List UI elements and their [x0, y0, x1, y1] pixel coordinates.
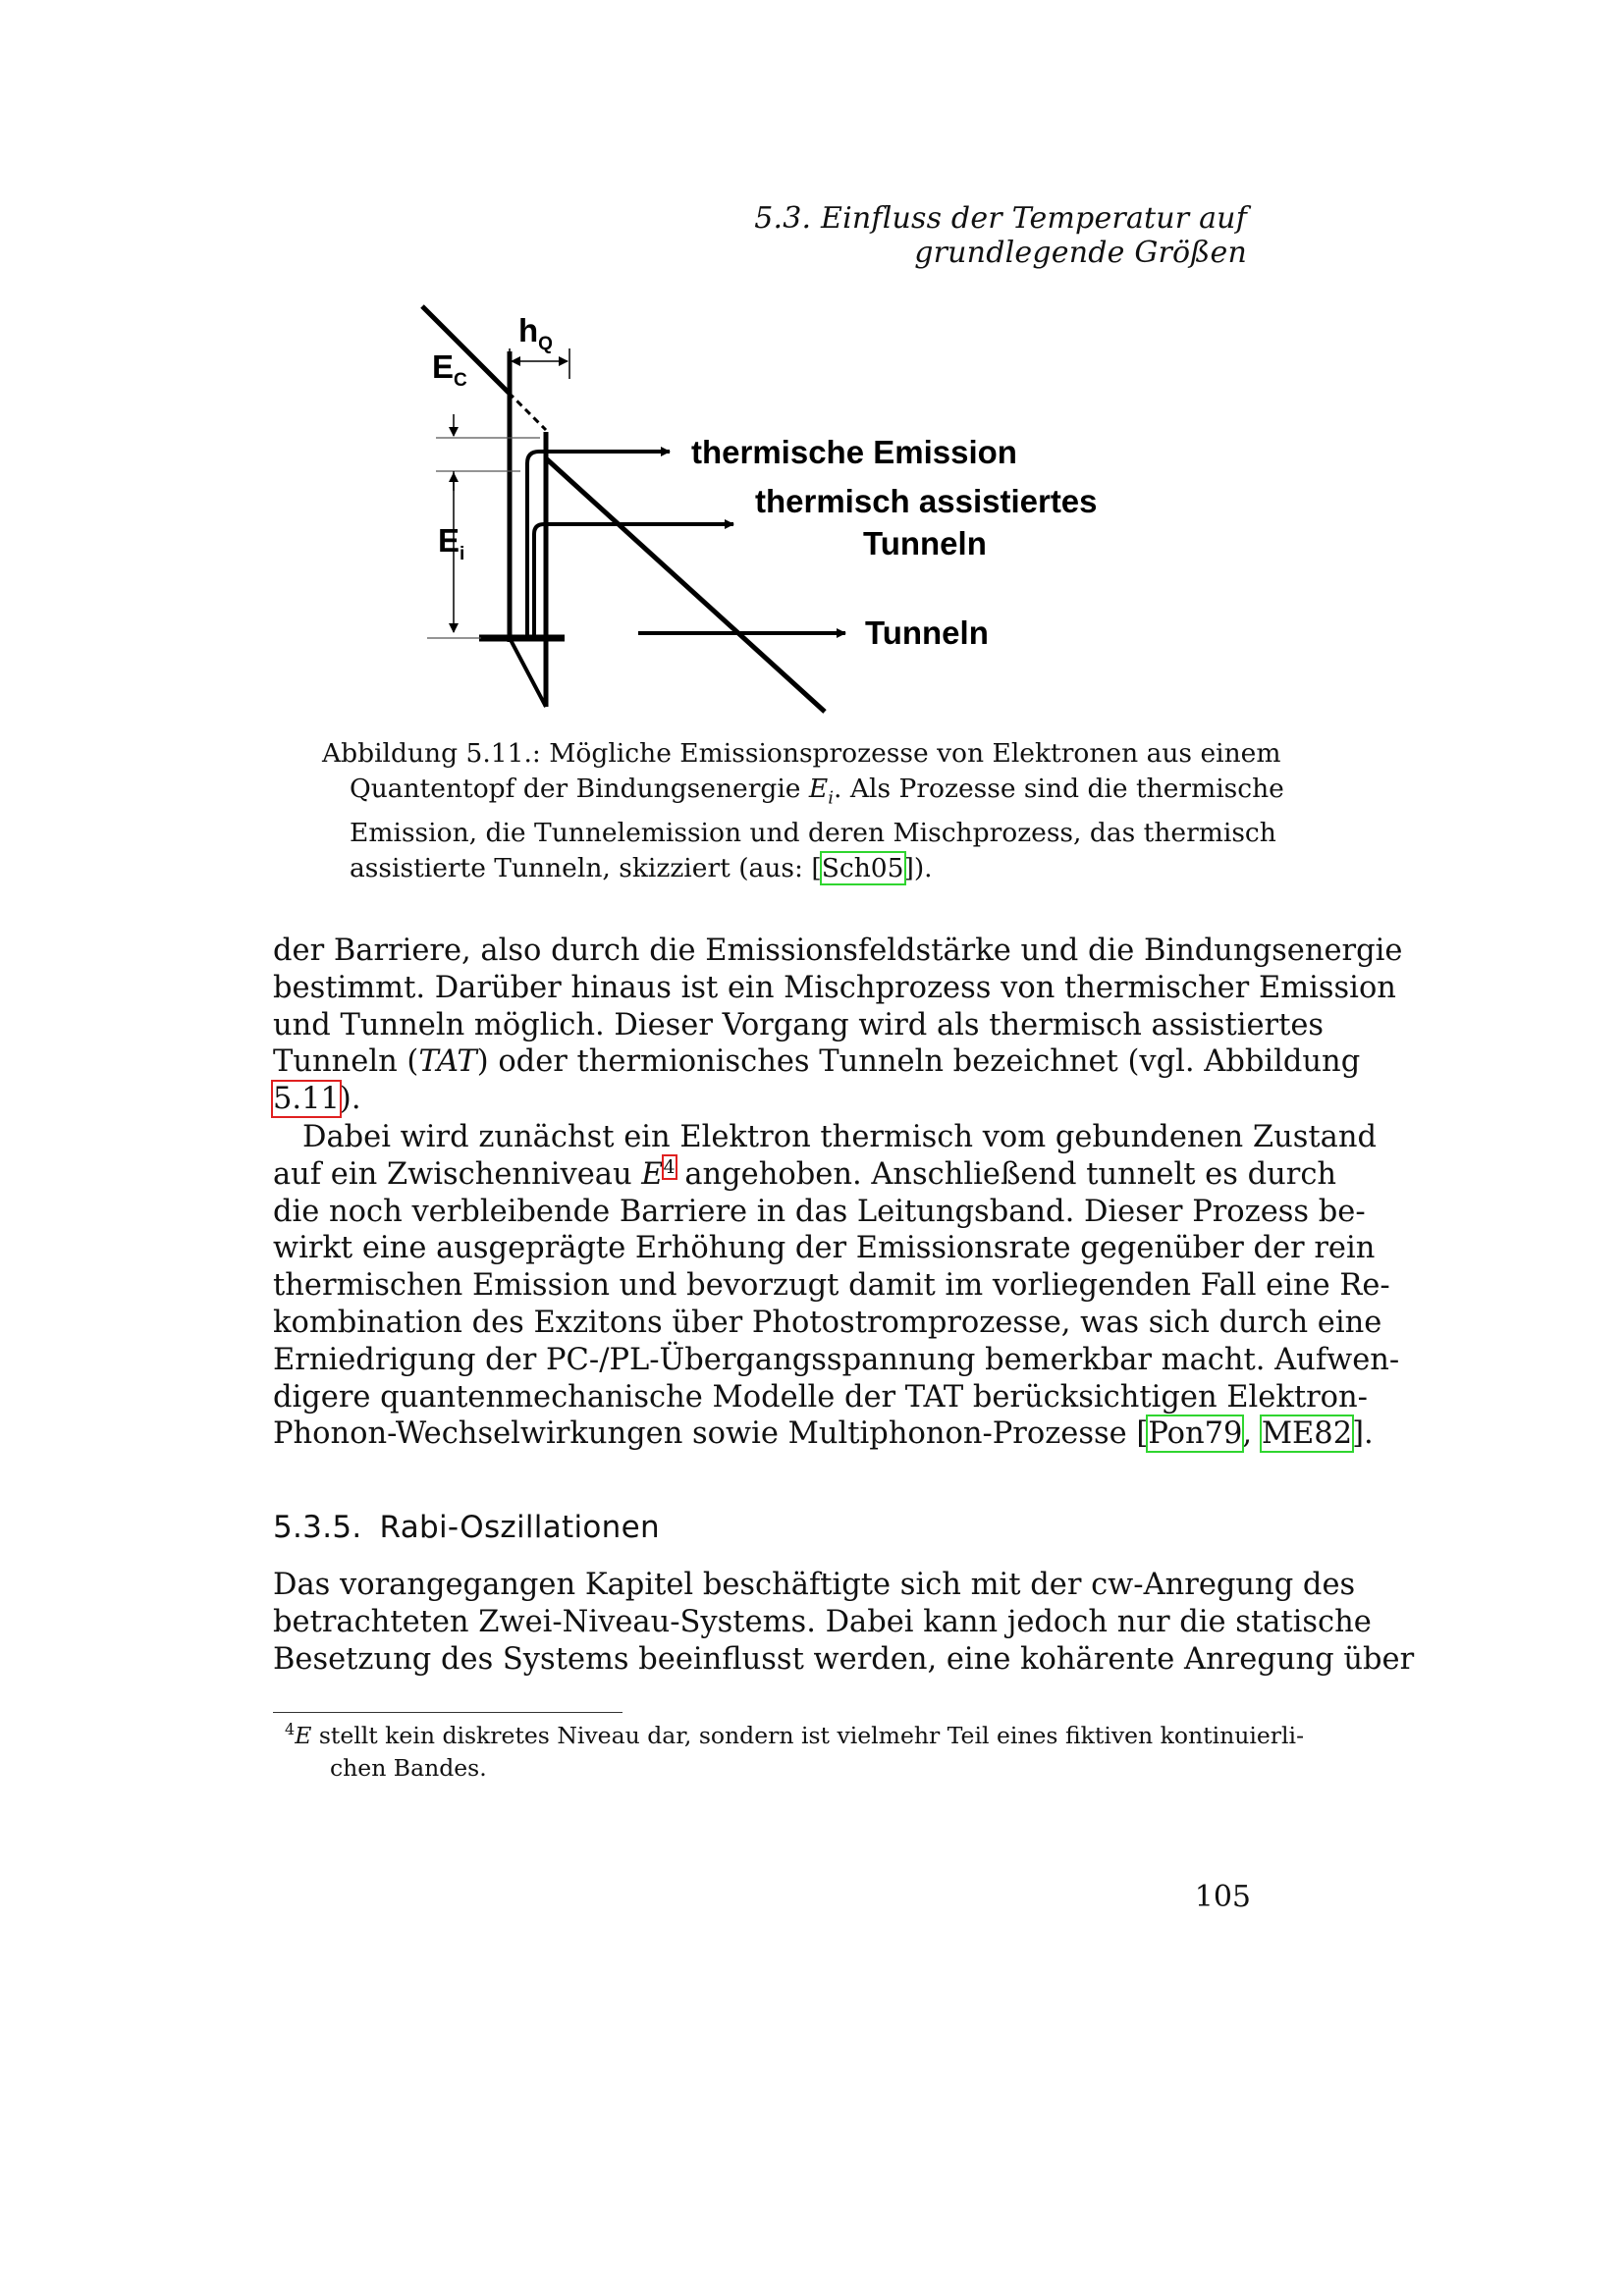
citation-link-pon79[interactable]: Pon79	[1148, 1416, 1243, 1452]
caption-text: Quantentopf der Bindungsenergie	[350, 774, 809, 804]
section-number: 5.3.5.	[273, 1510, 362, 1545]
section-heading	[273, 1510, 660, 1545]
text: Tunneln (	[273, 1044, 419, 1080]
caption-text: . Als Prozesse sind die thermische	[834, 774, 1284, 804]
label-tat-line2: Tunneln	[863, 525, 987, 561]
caption-line-1: Abbildung 5.11.: Mögliche Emissionsprozesse von Elektronen aus einem	[322, 738, 1281, 769]
label-tat-line1: thermisch assistiertes	[755, 483, 1098, 519]
text: Phonon-Wechselwirkungen sowie Multiphonon-Prozesse [	[273, 1416, 1149, 1452]
paragraph-3	[273, 1567, 1415, 1678]
caption-line-4	[322, 851, 1206, 886]
paragraph-line	[273, 1043, 1361, 1081]
abbreviation-tat: TAT	[418, 1044, 477, 1080]
paragraph-1	[273, 933, 1403, 1118]
caption-subscript: i	[828, 787, 835, 809]
text: ).	[339, 1082, 361, 1117]
label-thermal-emission: thermische Emission	[691, 434, 1017, 470]
paragraph-line: wirkt eine ausgeprägte Erhöhung der Emissionsrate gegenüber der rein	[273, 1231, 1376, 1266]
paragraph-line: betrachteten Zwei-Niveau-Systems. Dabei kann jedoch nur die statische	[273, 1604, 1372, 1639]
text: ,	[1242, 1416, 1262, 1452]
label-ei: $E_i$	[438, 522, 465, 564]
paragraph-line: bestimmt. Darüber hinaus ist ein Mischprozess von thermischer Emission	[273, 970, 1396, 1005]
citation-link-sch05[interactable]: Sch05	[821, 853, 904, 884]
footnote-rule	[273, 1712, 623, 1713]
well-bottom-slope	[510, 638, 546, 707]
paragraph-line: Besetzung des Systems beeinflusst werden, eine kohärente Anregung über	[273, 1641, 1415, 1677]
caption-line-3: Emission, die Tunnelemission und deren Mischprozess, das thermisch	[350, 818, 1276, 849]
figure-emission-processes	[412, 294, 1100, 717]
figure-caption	[322, 736, 1284, 886]
caption-text: assistierte Tunneln, skizziert (aus: [	[350, 853, 822, 884]
paragraph-line: die noch verbleibende Barriere in das Leitungsband. Dieser Prozess be-	[273, 1194, 1366, 1229]
citation-link-me82[interactable]: ME82	[1261, 1416, 1353, 1452]
label-hq: $h_Q$	[518, 312, 553, 354]
text: auf ein Zwischenniveau	[273, 1156, 642, 1192]
paragraph-line: der Barriere, also durch die Emissionsfeldstärke und die Bindungsenergie	[273, 934, 1403, 968]
footnote-text: stellt kein diskretes Niveau dar, sondern ist vielmehr Teil eines fiktiven kontinuierli-	[311, 1722, 1305, 1749]
paragraph-line: und Tunneln möglich. Dieser Vorgang wird als thermisch assistiertes	[273, 1007, 1325, 1042]
paragraph-line	[273, 1155, 1337, 1194]
conduction-band-edge-dashed	[509, 393, 546, 430]
running-head: 5.3. Einfluss der Temperatur auf grundlegende Größen	[754, 201, 1247, 270]
paragraph-line: kombination des Exzitons über Photostromprozesse, was sich durch eine	[273, 1305, 1382, 1340]
text: ) oder thermionisches Tunneln bezeichnet (vgl. Abbildung	[476, 1044, 1361, 1080]
paragraph-line: thermischen Emission und bevorzugt damit im vorliegenden Fall eine Re-	[273, 1268, 1390, 1304]
text: ].	[1352, 1416, 1374, 1452]
footnote-variable: E	[295, 1722, 312, 1749]
label-tunneling: Tunneln	[865, 614, 989, 651]
caption-variable: E	[808, 774, 829, 804]
caption-line-2	[322, 772, 1284, 816]
footnote-mark: 4	[285, 1720, 296, 1739]
footnote-line-1	[273, 1720, 1305, 1752]
paragraph-line: Dabei wird zunächst ein Elektron thermisch vom gebundenen Zustand	[302, 1120, 1377, 1154]
figure-ref-link[interactable]: 5.11	[273, 1082, 340, 1117]
footnote-line-2: chen Bandes.	[330, 1754, 487, 1782]
page-number: 105	[1194, 1880, 1251, 1914]
caption-text: ]).	[903, 853, 933, 884]
band-diagram	[412, 294, 1100, 717]
paragraph-line	[273, 1415, 1374, 1453]
paragraph-2	[273, 1119, 1400, 1453]
footnote	[273, 1720, 1305, 1785]
paragraph-line: Das vorangegangen Kapitel beschäftigte sich mit der cw-Anregung des	[273, 1568, 1356, 1602]
footnote-ref-link[interactable]: 4	[663, 1155, 676, 1178]
variable: E	[641, 1156, 664, 1192]
paragraph-line	[273, 1081, 1251, 1118]
label-ec: $E_C$	[432, 348, 467, 391]
text: angehoben. Anschließend tunnelt es durch	[675, 1156, 1337, 1192]
paragraph-line: digere quantenmechanische Modelle der TAT berücksichtigen Elektron-	[273, 1379, 1368, 1415]
section-title: Rabi-Oszillationen	[379, 1510, 660, 1545]
paragraph-line: Erniedrigung der PC-/PL-Übergangsspannung bemerkbar macht. Aufwen-	[273, 1342, 1400, 1377]
